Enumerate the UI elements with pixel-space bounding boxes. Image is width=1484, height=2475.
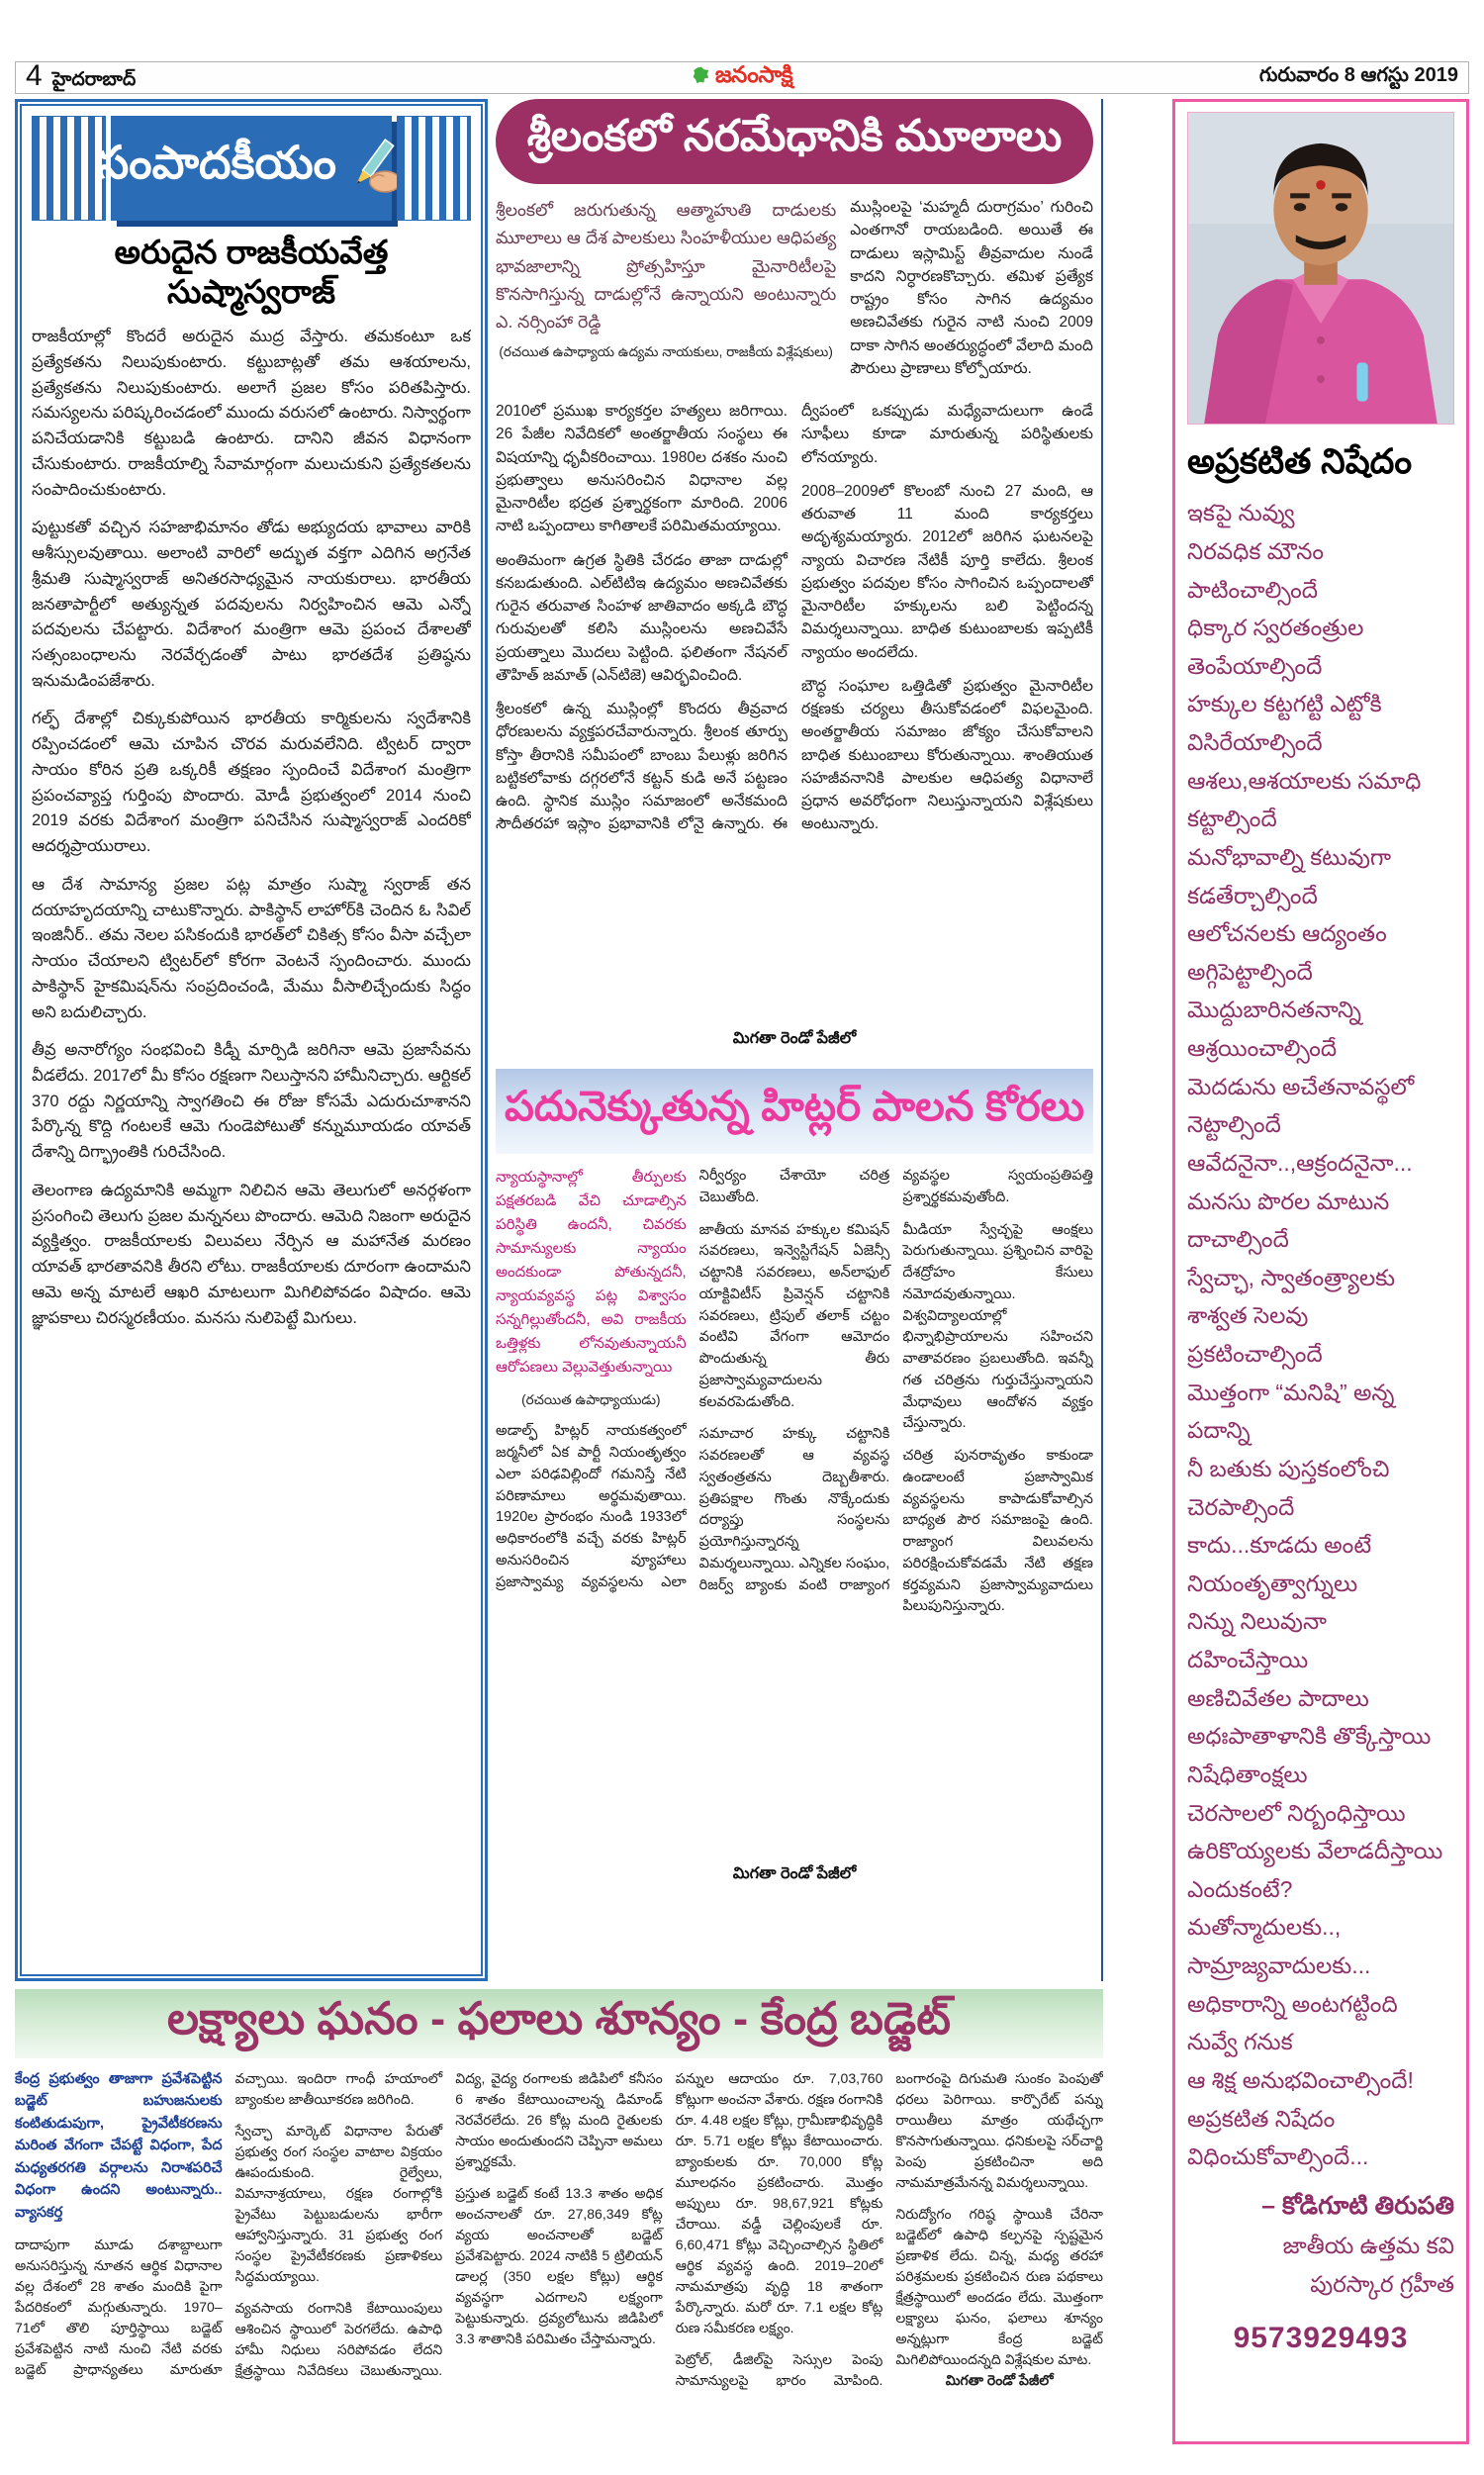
poem-line: ఆశ్రయించాల్సిందే: [1187, 1035, 1338, 1061]
page-number: 4: [26, 58, 43, 92]
poem-line: ఎందుకంటే?: [1187, 1875, 1293, 1902]
article2-body: [496, 1166, 1093, 1858]
poem-line: స్వేచ్ఛా, స్వాతంత్ర్యాలకు: [1187, 1264, 1396, 1290]
banner-stripes-left: [32, 116, 106, 221]
editorial-banner-core: [97, 116, 392, 221]
article1-continuation: మిగతా రెండో పేజీలో: [732, 1030, 857, 1047]
budget-paragraph: పెట్రోల్, డీజిల్‌పై సెస్సుల పెంపు సామాన్యులపై భారం మోపింది. బంగారంపై దిగుమతి సుంకం పెంపుతో ధరలు పెరిగాయి. కార్పొరేట్ పన్ను రాయితీలు మాత్రం యథేచ్ఛగా కొనసాగుతున్నాయి. ధనికులపై సర్‌చార్జి పెంపు ప్రకటించినా అది నామమాత్రమేనన్న విమర్శలున్నాయి.: [675, 2070, 1103, 2388]
article2-paragraph: అడాల్ఫ్ హిట్లర్ నాయకత్వంలో జర్మనీలో ఏక పార్టీ నియంతృత్వం ఎలా పరిఢవిల్లిందో గమనిస్తే నేటి పరిణామాలు అర్థమవుతాయి. 1920ల ప్రారంభం నుండి 1933లో అధికారంలోకి వచ్చే వరకు హిట్లర్ అనుసరించిన వ్యూహాలు ప్రజాస్వామ్య వ్యవస్థలను ఎలా నిర్వీర్యం చేశాయో చరిత్ర చెబుతోంది.: [496, 1168, 890, 1590]
poet-photo: [1187, 112, 1454, 425]
poem-line: నీ బతుకు పుస్తకంలోంచి: [1187, 1455, 1390, 1481]
poem-line: దాచాల్సిందే: [1187, 1226, 1289, 1253]
editorial-paragraph: గల్ఫ్ దేశాల్లో చిక్కుకుపోయిన భారతీయ కార్మికులను స్వదేశానికి రప్పించడంలో ఆమె చూపిన చొరవ మరువలేనిది. ట్విటర్ ద్వారా సాయం కోరిన ప్రతి ఒక్కరికీ తక్షణం స్పందించే విదేశాంగ మంత్రిగా ప్రపంచవ్యాప్త గుర్తింపు పొందారు. మోడీ ప్రభుత్వంలో 2014 నుంచి 2019 వరకు విదేశాంగ మంత్రిగా పనిచేసిన సుష్మాస్వరాజ్ ఎందరికో ఆదర్శప్రాయురాలు.: [32, 710, 471, 856]
article2-headline-band: [496, 1069, 1093, 1154]
page-body: [15, 99, 1469, 2462]
telangana-map-icon: [692, 65, 711, 90]
editorial-banner-label: సంపాదకీయం: [97, 137, 337, 188]
budget-continuation: మిగతా రెండో పేజీలో: [945, 2372, 1054, 2388]
poem-line: మతోన్మాదులకు..,: [1187, 1914, 1342, 1941]
header-left: [26, 58, 137, 95]
budget-paragraph: నిరుద్యోగం గరిష్ఠ స్థాయికి చేరినా బడ్జెట్‌లో ఉపాధి కల్పనపై స్పష్టమైన ప్రణాళిక లేదు. చిన్న, మధ్య తరహా పరిశ్రమలకు ప్రకటించిన రుణ పథకాలు క్షేత్రస్థాయిలో అందడం లేదు. మొత్తంగా లక్ష్యాలు ఘనం, ఫలాలు శూన్యం అన్నట్లుగా కేంద్ర బడ్జెట్ మిగిలిపోయిందన్నది విశ్లేషకుల మాట.: [895, 2206, 1103, 2367]
page-header: [15, 58, 1469, 94]
poem-line: కట్టాల్సిందే: [1187, 806, 1277, 832]
article1-intro-row: [496, 196, 1093, 390]
poem-line: హక్కుల కట్టగట్టి ఎట్టోకి: [1187, 691, 1382, 717]
poem-line: నిన్ను నిలువునా: [1187, 1608, 1327, 1635]
editorial-paragraph: రాజకీయాల్లో కొందరే అరుదైన ముద్ర వేస్తారు. తమకంటూ ఒక ప్రత్యేకతను నిలుపుకుంటారు. కట్టుబాట్లతో తమ ఆశయాలను, ప్రత్యేకతను నిలుపుకుంటారు. అలాగే ప్రజల కోసం పరితపిస్తారు. సమస్యలను పరిష్కరించడంలో ముందు వరుసలో ఉంటారు. నిస్వార్థంగా పనిచేయడానికి కట్టుబడి ఉంటారు. దానిని జీవన విధానంగా చేసుకుంటారు. రాజకీయాల్ని సేవామార్గంగా మలుచుకుని ప్రత్యేకతలను సంపాదించుకుంటారు.: [32, 328, 471, 499]
masthead-logo: [692, 61, 792, 94]
poem-line: కడతేర్చాల్సిందే: [1187, 882, 1318, 908]
editorial-body: [32, 325, 471, 1957]
poem-line: చెరపాల్సిందే: [1187, 1493, 1295, 1520]
poem-author: – కోడిగూటి తిరుపతి: [1261, 2191, 1454, 2220]
article1-paragraph: 2010లో ప్రముఖ కార్యకర్తల హత్యలు జరిగాయి. 26 పేజీల నివేదికలో అంతర్జాతీయ సంస్థలు ఈ విషయాన్ని ధృవీకరించాయి. 1980ల దశకం నుంచి ప్రభుత్వాలు అనుసరించిన విధానాల వల్ల మైనారిటీల భద్రత ప్రశ్నార్థకంగా మారింది. 2006 నాటి ఒప్పందాలు కాగితాలకే పరిమితమయ్యాయి.: [496, 403, 788, 535]
poem-line: మెదడును అచేతనావస్థలో: [1187, 1073, 1415, 1099]
article1-standfirst: శ్రీలంకలో జరుగుతున్న ఆత్మాహుతి దాడులకు మూలాలు ఆ దేశ పాలకులు సింహళీయుల ఆధిపత్య భావజాలాన్ని ప్రోత్సహిస్తూ మైనారిటీలపై కొనసాగిస్తున్న దాడుల్లోనే ఉన్నాయని అంటున్నారు ఎ. నర్సింహా రెడ్డి: [496, 200, 837, 333]
poem-line: అణిచివేతల పాదాలు: [1187, 1684, 1369, 1711]
poem-line: ఆశలు,ఆశయాలకు సమాధి: [1187, 767, 1422, 794]
editorial-box: [15, 99, 488, 1981]
poem-line: ప్రకటించాల్సిందే: [1187, 1341, 1323, 1367]
article2-standfirst: న్యాయస్థానాల్లో తీర్పులకు పక్షతరబడి వేచి చూడాల్సిన పరిస్థితి ఉందనీ, చివరకు సామాన్యులకు న్యాయం అందకుండా పోతున్నదనీ, న్యాయవ్యవస్థ పట్ల విశ్వాసం సన్నగిల్లుతోందనీ, అవి రాజకీయ ఒత్తిళ్లకు లోనవుతున్నాయనీ ఆరోపణలు వెల్లువెత్తుతున్నాయి: [496, 1169, 687, 1376]
poem-line: ఆలోచనలకు ఆద్యంతం: [1187, 920, 1387, 947]
poem-credits: [1187, 2227, 1454, 2304]
editorial-paragraph: ఆ దేశ సామాన్య ప్రజల పట్ల మాత్రం సుష్మా స్వరాజ్ తన దయాహృదయాన్ని చాటుకొన్నారు. పాకిస్థాన్ లాహోర్‌కి చెందిన ఓ సివిల్ ఇంజినీర్.. తమ నెలల పసికందుకి భారత్‌లో చికిత్స కోసం వీసా వచ్చేలా సాయం చేయాలని ట్విటర్‌లో కోరగా వెంటనే స్పందించారు. ముందు పాకిస్థాన్ హైకమిషన్‌ను సంప్రదించండి, మేము వీసాలిచ్చేందుకు సిద్ధం అని బదులిచ్చారు.: [32, 875, 471, 1021]
budget-paragraph: పన్నుల ఆదాయం రూ. 7,03,760 కోట్లుగా అంచనా వేశారు. రక్షణ రంగానికి రూ. 4.48 లక్షల కోట్లు, గ్రామీణాభివృద్ధికి రూ. 5.71 లక్షల కోట్లు కేటాయించారు. బ్యాంకులకు రూ. 70,000 కోట్ల మూలధనం ప్రకటించారు. మొత్తం అప్పులు రూ. 98,67,921 కోట్లకు చేరాయి. వడ్డీ చెల్లింపులకే రూ. 6,60,471 కోట్లు వెచ్చించాల్సిన స్థితిలో ఆర్థిక వ్యవస్థ ఉంది. 2019–20లో నామమాత్రపు వృద్ధి 18 శాతంగా పేర్కొన్నారు. మరో రూ. 7.1 లక్షల కోట్ల రుణ సమీకరణ లక్ష్యం.: [675, 2070, 883, 2335]
middle-column: [496, 99, 1103, 1981]
article1-standfirst-block: [496, 196, 836, 390]
masthead-title: జనంసాక్షి: [714, 61, 793, 87]
poem-line: అధికారాన్ని అంటగట్టింది: [1187, 1990, 1398, 2017]
poem-line: మనసు పొరల మాటున: [1187, 1188, 1390, 1214]
poem-line: నువ్వే గనుక: [1187, 2029, 1293, 2055]
budget-paragraph: ప్రస్తుత బడ్జెట్ కంటే 13.3 శాతం అధిక అంచనాలతో రూ. 27,86,349 కోట్ల వ్యయ అంచనాలతో బడ్జెట్ ప్రవేశపెట్టారు. 2024 నాటికి 5 ట్రిలియన్ డాలర్ల (350 లక్షల కోట్లు) ఆర్థిక వ్యవస్థగా ఎదగాలని లక్ష్యంగా పెట్టుకున్నారు. ద్రవ్యలోటును జిడిపిలో 3.3 శాతానికి పరిమితం చేస్తామన్నారు.: [455, 2185, 663, 2346]
poem-credit: జాతీయ ఉత్తమ కవి: [1282, 2232, 1454, 2258]
poem-line: అధఃపాతాళానికి తొక్కేస్తాయి: [1187, 1723, 1432, 1750]
poem-line: నిషేధితాంక్షలు: [1187, 1761, 1308, 1787]
article1-paragraph: బౌద్ధ సంఘాల ఒత్తిడితో ప్రభుత్వం మైనారిటీల రక్షణకు చర్యలు తీసుకోవడంలో విఫలమైంది. అంతర్జాతీయ సమాజం జోక్యం చేసుకోవాలని బాధిత కుటుంబాలు కోరుతున్నాయి. శాంతియుత సహజీవనానికి పాలకుల ఆధిపత్య విధానాలే ప్రధాన అవరోధంగా నిలుస్తున్నాయని విశ్లేషకులు అంటున్నారు.: [801, 677, 1093, 833]
article2-byline: (రచయిత ఉపాధ్యాయుడు): [521, 1392, 661, 1407]
budget-headline: లక్ష్యాలు ఘనం - ఫలాలు శూన్యం - కేంద్ర బడ్జెట్: [167, 1992, 951, 2044]
article2-continuation: మిగతా రెండో పేజీలో: [732, 1865, 857, 1882]
poem-line: మొద్దుబారినతనాన్ని: [1187, 997, 1361, 1023]
poem-line: మనోభావాల్ని కటువుగా: [1187, 843, 1392, 870]
poem-line: ఉరికొయ్యలకు వేలాడదీస్తాయి: [1187, 1838, 1443, 1864]
poem-line: కాదు...కూడదు అంటే: [1187, 1532, 1372, 1559]
article1-paragraph: 2008–2009లో కొలంబో నుంచి 27 మంది, ఆ తరువాత 11 మంది కార్యకర్తలు అదృశ్యమయ్యారు. 2012లో జరిగిన ఘటనలపై న్యాయ విచారణ నేటికీ పూర్తి కాలేదు. శ్రీలంక ప్రభుత్వం పదవుల కోసం సాగించిన ఒప్పందాలతో మైనారిటీల హక్కులను బలి పెట్టిందన్న విమర్శలున్నాయి. బాధిత కుటుంబాలకు ఇప్పటికీ న్యాయం అందలేదు.: [801, 482, 1093, 661]
poem-line: తెంపేయాల్సిందే: [1187, 652, 1323, 679]
poem-line: శాశ్వత సెలవు: [1187, 1302, 1309, 1329]
poet-portrait: [1188, 113, 1453, 424]
article2-paragraph: మీడియా స్వేచ్ఛపై ఆంక్షలు పెరుగుతున్నాయి. ప్రశ్నించిన వారిపై దేశద్రోహం కేసులు నమోదవుతున్నాయి. విశ్వవిద్యాలయాల్లో భిన్నాభిప్రాయాలను సహించని వాతావరణం ప్రబలుతోంది. ఇవన్నీ గత చరిత్రను గుర్తుచేస్తున్నాయని మేధావులు ఆందోళన వ్యక్తం చేస్తున్నారు.: [902, 1221, 1093, 1432]
poem-line: అగ్గిపెట్టాల్సిందే: [1187, 958, 1313, 985]
poem-line: అప్రకటిత నిషేదం: [1187, 2105, 1336, 2132]
poem-line: ధిక్కార స్వరతంత్రుల: [1187, 615, 1364, 641]
budget-headline-band: [15, 1989, 1103, 2058]
poem-line: సామ్రాజ్యవాదులకు...: [1187, 1952, 1371, 1978]
poem-line: నియంతృత్వాగ్నులు: [1187, 1570, 1358, 1596]
poem-line: ఇకపై నువ్వు: [1187, 500, 1295, 526]
article2-paragraph: సమాచార హక్కు చట్టానికి సవరణలతో ఆ వ్యవస్థ స్వతంత్రతను దెబ్బతీశారు. ప్రతిపక్షాల గొంతు నొక్కేందుకు దర్యాప్తు సంస్థలను ప్రయోగిస్తున్నారన్న విమర్శలున్నాయి. ఎన్నికల సంఘం, రిజర్వ్ బ్యాంకు వంటి రాజ్యాంగ వ్యవస్థల స్వయంప్రతిపత్తి ప్రశ్నార్థకమవుతోంది.: [698, 1168, 1093, 1593]
poem-line: చెరసాలలో నిర్బంధిస్తాయి: [1187, 1799, 1406, 1826]
poem-box: [1172, 99, 1469, 2444]
article2-paragraph: చరిత్ర పునరావృతం కాకుండా ఉండాలంటే ప్రజాస్వామిక వ్యవస్థలను కాపాడుకోవాల్సిన బాధ్యత పౌర సమాజంపై ఉంది. రాజ్యాంగ విలువలను పరిరక్షించుకోవడమే నేటి తక్షణ కర్తవ్యమని ప్రజాస్వామ్యవాదులు పిలుపునిస్తున్నారు.: [902, 1448, 1093, 1615]
article1-paragraph: అంతిమంగా ఉగ్రత స్థితికి చేరడం తాజా దాడుల్లో కనబడుతుంది. ఎల్‌టిటిఇ ఉద్యమం అణచివేతకు గురైన తరువాత సింహళ జాతివాదం అక్కడి బౌద్ధ గురువులతో కలిసి ముస్లింలను అణచివేసే ప్రయత్నాలు మొదలు పెట్టింది. ఫలితంగా నేషనల్ తౌహిత్ జమాత్ (ఎన్‌టిజె) ఆవిర్భవించింది.: [496, 551, 788, 684]
article1-body: [496, 400, 1093, 1023]
poem-line: పాటించాల్సిందే: [1187, 576, 1319, 603]
poem-title: అప్రకటిత నిషేదం: [1187, 442, 1413, 481]
editorial-paragraph: పుట్టుకతో వచ్చిన సహజాభిమానం తోడు అభ్యుదయ భావాలు వారికి ఆశీస్సులవుతాయి. అలాంటి వారిలో అద్భుత వక్తగా ఎదిగిన అగ్రనేత శ్రీమతి సుష్మాస్వరాజ్ అనితరసాధ్యమైన నాయకురాలు. భారతీయ జనతాపార్టీలో అత్యున్నత పదవులను నిర్వహించిన ఆమె ఎన్నో పదవులను చేపట్టారు. విదేశాంగ మంత్రిగా ఆమె ప్రపంచ దేశాలతో సత్సంబంధాలను నెరవేర్చడంతో పాటు భారతదేశ ప్రతిష్ఠను ఇనుమడింపజేశారు.: [32, 519, 471, 690]
editorial-paragraph: తెలంగాణ ఉద్యమానికి అమ్మగా నిలిచిన ఆమె తెలుగులో అనర్గళంగా ప్రసంగించి తెలుగు ప్రజల మన్ననలు పొందారు. ఆమెది నిజంగా అరుదైన వ్యక్తిత్వం. రాజకీయాలకు విలువలు నేర్పిన ఆ మహానేత మరణం యావత్ భారతావనికి తీరని లోటు. రాజకీయాలకు దూరంగా ఉందామని ఆమె అన్న మాటలే ఆఖరి మాటలుగా మిగిలిపోవడం విషాదం. ఆమె జ్ఞాపకాలు చిరస్మరణీయం. మనసు నులిపెట్టే మిగులు.: [32, 1181, 471, 1327]
article1-headline: శ్రీలంకలో నరమేధానికి మూలాలు: [526, 111, 1063, 160]
article1-side-column: [850, 196, 1093, 390]
poem-credit: పురస్కార గ్రహీత: [1310, 2270, 1454, 2297]
editorial-headline: అరుదైన రాజకీయవేత్త సుష్మాస్వరాజ్: [114, 234, 389, 310]
poem-line: ఆ శిక్ష అనుభవించాల్సిందే!: [1187, 2066, 1414, 2093]
poem-line: ఆవేదనైనా..,ఆక్రందనైనా...: [1187, 1149, 1413, 1176]
banner-stripes-right: [397, 116, 471, 221]
poem-line: మొత్తంగా “మనిషి” అన్న: [1187, 1379, 1395, 1405]
budget-paragraph: స్వేచ్ఛా మార్కెట్ విధానాల పేరుతో ప్రభుత్వ రంగ సంస్థల వాటాల విక్రయం ఊపందుకుంది. రైల్వేలు, విమానాశ్రయాలు, రక్షణ రంగాల్లోకి ప్రైవేటు పెట్టుబడులను భారీగా ఆహ్వానిస్తున్నారు. 31 ప్రభుత్వ రంగ సంస్థల ప్రైవేటీకరణకు ప్రణాళికలు సిద్ధమయ్యాయి.: [234, 2123, 443, 2284]
budget-lead: కేంద్ర ప్రభుత్వం తాజాగా ప్రవేశపెట్టిన బడ్జెట్ బహుజనులకు కంటితుడుపుగా, ప్రైవేటీకరణను మరింత వేగంగా చేపట్టే విధంగా, పేద మధ్యతరగతి వర్గాలను నిరాశపరిచే విధంగా ఉందని అంటున్నారు.. వ్యాసకర్త: [15, 2071, 223, 2221]
article1-paragraph: శ్రీలంకలో ఉన్న ముస్లింల్లో కొందరు తీవ్రవాద ధోరణులను వ్యక్తపరచేవారున్నారు. శ్రీలంక తూర్పు కోస్తా తీరానికి సమీపంలో బాంబు పేలుళ్లు జరిగిన బట్టికలోవాకు దగ్గరలోనే కట్టన్ కుడి అనే పట్టణం ఉంది. స్థానిక ముస్లిం సమాజంలో అనేకమంది సౌదీతరహా ఇస్లాం ప్రభావానికి లోనై ఉన్నారు. ఈ ద్వీపంలో ఒకప్పుడు మధ్యేవాదులుగా ఉండే సూఫీలు కూడా మారుతున్న పరిస్థితులకు లోనయ్యారు.: [496, 403, 1093, 833]
poem-line: పదాన్ని: [1187, 1417, 1251, 1444]
poem-phone-number: 9573929493: [1233, 2321, 1409, 2354]
article2-paragraph: జాతీయ మానవ హక్కుల కమిషన్ సవరణలు, ఇన్వెస్టిగేషన్ ఏజెన్సీ చట్టానికి సవరణలు, అన్‌లాఫుల్ యాక్టివిటీస్ ప్రివెన్షన్ చట్టానికి సవరణలు, ట్రిపుల్ తలాక్ చట్టం వంటివి వేగంగా ఆమోదం పొందుతున్న తీరు ప్రజాస్వామ్యవాదులను కలవరపెడుతోంది.: [698, 1221, 890, 1410]
article1-headline-band: [496, 99, 1093, 184]
poem-line: నెట్టాల్సిందే: [1187, 1111, 1281, 1138]
budget-paragraph: వ్యవసాయ రంగానికి కేటాయింపులు ఆశించిన స్థాయిలో పెరగలేదు. ఉపాధి హామీ నిధులు సరిపోవడం లేదని క్షేత్రస్థాయి నివేదికలు చెబుతున్నాయి. విద్య, వైద్య రంగాలకు జిడిపిలో కనీసం 6 శాతం కేటాయించాలన్న డిమాండ్ నెరవేరలేదు. 26 కోట్ల మంది రైతులకు సాయం అందుతుందని చెప్పినా అమలు ప్రశ్నార్థకమే.: [234, 2070, 663, 2378]
city-label: హైదరాబాద్: [51, 68, 137, 90]
article2-headline: పదునెక్కుతున్న హిట్లర్ పాలన కోరలు: [504, 1082, 1084, 1129]
article1-byline: (రచయిత ఉపాధ్యాయ ఉద్యమ నాయకులు, రాజకీయ విశ్లేషకులు): [499, 343, 833, 359]
budget-body: [15, 2068, 1103, 2462]
poem-line: విసిరేయాల్సిందే: [1187, 729, 1323, 755]
editorial-banner: [32, 116, 471, 221]
article1-paragraph: ముస్లింలపై ‘మహ్మదీ దురాగ్రమం’ గురించి ఎంతగానో రాయబడింది. అయితే ఈ దాడులు ఇస్లామిస్ట్ తీవ్రవాదుల నుండే కాదని నిర్ధారణకొచ్చారు. తమిళ ప్రత్యేక రాష్ట్రం కోసం సాగిన ఉద్యమం అణచివేతకు గురైన నాటి నుంచి 2009 దాకా సాగిన అంతర్యుద్ధంలో వేలాది మంది పౌరులు ప్రాణాలు కోల్పోయారు.: [850, 199, 1093, 377]
date-label: గురువారం 8 ఆగస్టు 2019: [1258, 64, 1458, 86]
poem-line: నిరవధిక మౌనం: [1187, 537, 1324, 564]
budget-article: [15, 1989, 1103, 2462]
poem-line: విధించుకోవాల్సిందే...: [1187, 2143, 1369, 2170]
poem-line: దహించేస్తాయి: [1187, 1647, 1309, 1672]
editorial-paragraph: తీవ్ర అనారోగ్యం సంభవించి కిడ్నీ మార్పిడి జరిగినా ఆమె ప్రజాసేవను వీడలేదు. 2017లో మీ కోసం రక్షణగా నిలుస్తానని హామీనిచ్చారు. ఆర్టికల్ 370 రద్దు నిర్ణయాన్ని స్వాగతించి ఈ రోజు కోసమే ఎదురుచూశానని పేర్కొన్న కొద్ది గంటలకే ఆమె గుండెపోటుతో కన్నుమూయడం యావత్ దేశాన్ని దిగ్భ్రాంతికి గురిచేసింది.: [32, 1041, 471, 1162]
budget-paragraph: దాదాపుగా మూడు దశాబ్దాలుగా అనుసరిస్తున్న నూతన ఆర్థిక విధానాల వల్ల దేశంలో 28 శాతం మందికి పైగా పేదరికంలో మగ్గుతున్నారు. 1970–71లో తొలి పూర్తిస్థాయి బడ్జెట్ ప్రవేశపెట్టిన నాటి నుంచి నేటి వరకు బడ్జెట్ ప్రాధాన్యతలు మారుతూ వచ్చాయి. ఇందిరా గాంధీ హయాంలో బ్యాంకుల జాతీయీకరణ జరిగింది.: [15, 2070, 443, 2378]
poem-lines: [1187, 494, 1454, 2176]
